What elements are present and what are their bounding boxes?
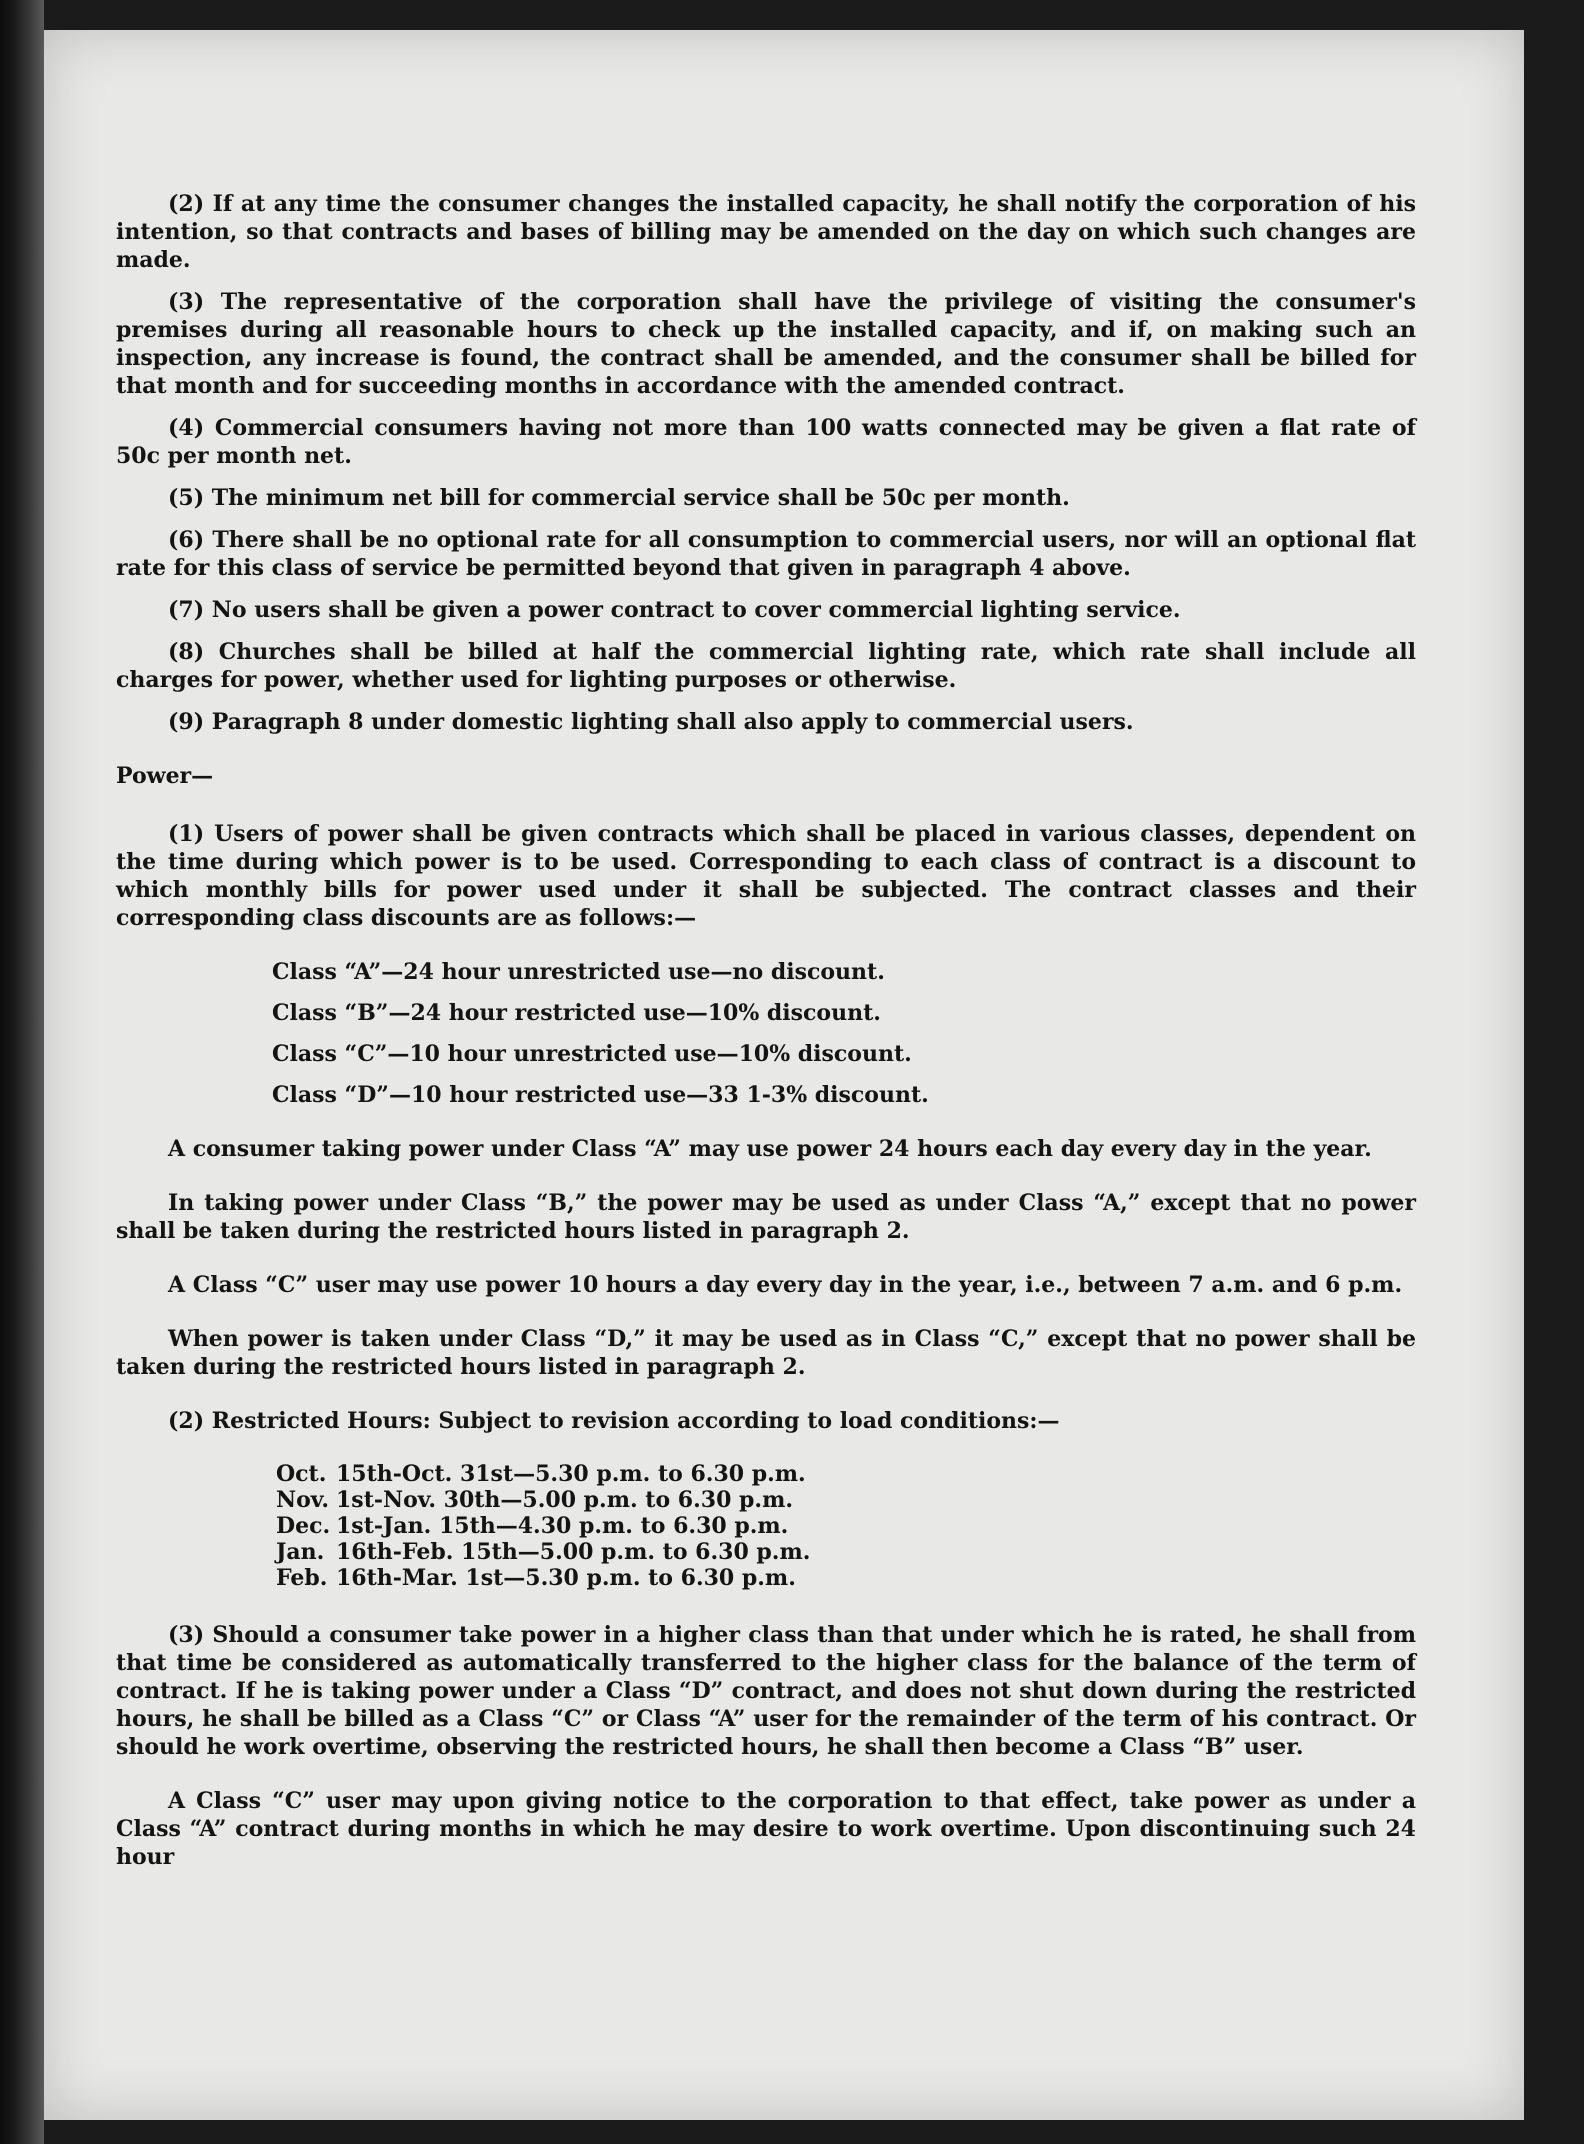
class-c-overtime-paragraph: A Class “C” user may upon giving notice to the corporation to that effect, take power as under a Class “A” contract during months in which he may desire to work overtime. Upon discontinuing such 24 hour xyxy=(116,1788,1416,1870)
restricted-hours-row xyxy=(276,1513,1416,1539)
hours-range: 16th-Mar. 1st—5.30 p.m. to 6.30 p.m. xyxy=(336,1565,796,1591)
hours-month: Oct. xyxy=(276,1461,327,1487)
restricted-hours-row xyxy=(276,1565,1416,1591)
class-d-note: When power is taken under Class “D,” it may be used as in Class “C,” except that no power shall be taken during the restricted hours listed in paragraph 2. xyxy=(116,1326,1416,1380)
hours-range: 1st-Nov. 30th—5.00 p.m. to 6.30 p.m. xyxy=(336,1487,794,1513)
restricted-hours-row xyxy=(276,1461,1416,1487)
hours-month: Dec. xyxy=(276,1513,331,1539)
paragraph-9-domestic-lighting: (9) Paragraph 8 under domestic lighting shall also apply to commercial users. xyxy=(168,709,1134,735)
power-paragraph-1-contract-classes: (1) Users of power shall be given contracts which shall be placed in various classes, dependent on the time during which power is to be used. Corresponding to each class of contract is a discount to which monthly bills for power used under it shall be subjected. The contract classes and their corresponding class discounts are as follows:— xyxy=(116,821,1416,931)
class-c-item: Class “C”—10 hour unrestricted use—10% discount. xyxy=(272,1041,912,1067)
restricted-hours-row xyxy=(276,1487,1416,1513)
class-d-item: Class “D”—10 hour restricted use—33 1-3% discount. xyxy=(272,1082,929,1108)
paragraph-3-inspection: (3) The representative of the corporation shall have the privilege of visiting the consumer's premises during all reasonable hours to check up the installed capacity, and if, on making such an inspection, any increase is found, the contract shall be amended, and the consumer shall be billed for that month and for succeeding months in accordance with the amended contract. xyxy=(116,289,1416,399)
hours-range: 16th-Feb. 15th—5.00 p.m. to 6.30 p.m. xyxy=(336,1539,811,1565)
paragraph-7-power-contract: (7) No users shall be given a power contract to cover commercial lighting service. xyxy=(168,597,1181,623)
page-body xyxy=(116,190,1416,1885)
class-b-note: In taking power under Class “B,” the power may be used as under Class “A,” except that no power shall be taken during the restricted hours listed in paragraph 2. xyxy=(116,1190,1416,1244)
restricted-hours-list xyxy=(276,1461,1416,1591)
paragraph-2-capacity-change: (2) If at any time the consumer changes the installed capacity, he shall notify the corporation of his intention, so that contracts and bases of billing may be amended on the day on which such changes are made. xyxy=(116,191,1416,273)
scan-binding-edge xyxy=(0,0,44,2144)
class-b-item: Class “B”—24 hour restricted use—10% discount. xyxy=(272,1000,881,1026)
document-page xyxy=(44,30,1524,2120)
power-paragraph-3-higher-class: (3) Should a consumer take power in a higher class than that under which he is rated, he shall from that time be considered as automatically transferred to the higher class for the balance of the term of contract. If he is taking power under a Class “D” contract, and does not shut down during the restricted hours, he shall be billed as a Class “C” or Class “A” user for the remainder of the term of his contract. Or should he work overtime, observing the restricted hours, he shall then become a Class “B” user. xyxy=(116,1622,1416,1760)
restricted-hours-heading: (2) Restricted Hours: Subject to revision according to load conditions:— xyxy=(168,1408,1060,1434)
paragraph-6-optional-rate: (6) There shall be no optional rate for all consumption to commercial users, nor will an optional flat rate for this class of service be permitted beyond that given in paragraph 4 above. xyxy=(116,527,1416,581)
hours-month: Nov. xyxy=(276,1487,330,1513)
restricted-hours-row xyxy=(276,1539,1416,1565)
hours-month: Jan. xyxy=(276,1539,325,1565)
paragraph-4-flat-rate: (4) Commercial consumers having not more than 100 watts connected may be given a flat rate of 50c per month net. xyxy=(116,415,1416,469)
contract-class-list xyxy=(272,958,1416,1109)
hours-range: 1st-Jan. 15th—4.30 p.m. to 6.30 p.m. xyxy=(336,1513,789,1539)
section-heading-power: Power— xyxy=(116,763,214,789)
class-c-note: A Class “C” user may use power 10 hours a day every day in the year, i.e., between 7 a.m. and 6 p.m. xyxy=(168,1272,1403,1298)
class-a-item: Class “A”—24 hour unrestricted use—no discount. xyxy=(272,959,885,985)
hours-range: 15th-Oct. 31st—5.30 p.m. to 6.30 p.m. xyxy=(336,1461,806,1487)
hours-month: Feb. xyxy=(276,1565,328,1591)
class-a-note: A consumer taking power under Class “A” may use power 24 hours each day every day in the year. xyxy=(168,1136,1372,1162)
paragraph-5-minimum-bill: (5) The minimum net bill for commercial service shall be 50c per month. xyxy=(168,485,1070,511)
paragraph-8-churches: (8) Churches shall be billed at half the commercial lighting rate, which rate shall include all charges for power, whether used for lighting purposes or otherwise. xyxy=(116,639,1416,693)
